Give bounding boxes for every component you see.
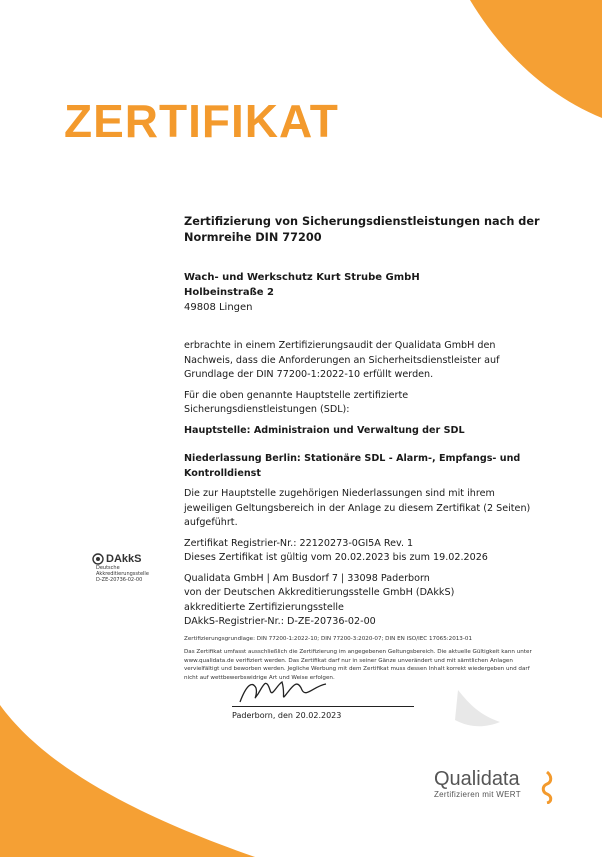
bottom-left-swoosh bbox=[0, 705, 255, 857]
signature bbox=[236, 672, 336, 706]
register-number: Zertifikat Registrier-Nr.: 22120273-0GI5A Rev. 1 bbox=[184, 537, 414, 549]
dakks-emblem-icon bbox=[92, 553, 104, 565]
signature-line bbox=[232, 706, 414, 707]
accreditation-line-2: akkreditierte Zertifizierungsstelle bbox=[184, 601, 344, 613]
issuer-address: Qualidata GmbH | Am Busdorf 7 | 33098 Paderborn bbox=[184, 572, 430, 584]
branch-berlin: Niederlassung Berlin: Stationäre SDL - Alarm-, Empfangs- und Kontrolldienst bbox=[184, 453, 521, 479]
audit-paragraph: erbrachte in einem Zertifizierungsaudit der Qualidata GmbH den Nachweis, dass die Anforderungen an Sicherheitsdienstleister auf Grundlage der DIN 77200-1:2022-10 erfüllt werden. bbox=[184, 340, 500, 380]
dakks-subtitle-1: Deutsche bbox=[96, 565, 120, 571]
company-street: Holbeinstraße 2 bbox=[184, 287, 274, 298]
certificate-heading: Zertifizierung von Sicherungsdienstleistungen nach der Normreihe DIN 77200 bbox=[184, 215, 540, 244]
main-office: Hauptstelle: Administraion und Verwaltung der SDL bbox=[184, 424, 465, 436]
qualidata-name: Qualidata bbox=[434, 768, 520, 790]
dakks-logo-text: DAkkS bbox=[106, 553, 142, 565]
qualidata-logo bbox=[434, 768, 521, 799]
company-name: Wach- und Werkschutz Kurt Strube GmbH bbox=[184, 272, 420, 283]
company-address bbox=[184, 270, 544, 315]
qualidata-emblem-icon bbox=[538, 770, 556, 804]
qualidata-tagline: Zertifizieren mit WERT bbox=[434, 790, 521, 799]
dakks-subtitle-2: Akkreditierungsstelle bbox=[96, 571, 149, 577]
dakks-register: DAkkS-Registrier-Nr.: D-ZE-20736-02-00 bbox=[184, 616, 376, 627]
signature-caption: Paderborn, den 20.02.2023 bbox=[232, 711, 342, 720]
company-city: 49808 Lingen bbox=[184, 302, 253, 313]
validity: Dieses Zertifikat ist gültig vom 20.02.2023 bis zum 19.02.2026 bbox=[184, 552, 488, 563]
disclaimer: Das Zertifikat umfasst ausschließlich die Zertifizierung im angegebenen Geltungsbereich. Die aktuelle Gültigkeit kann unter www.qualidata.de verifiziert werden. Das Zertifikat darf nur in seiner Gänze unverändert und mit sämtlichen Anlagen vervielfältigt und beworben werden. Jegliche Werbung mit dem Zertifikat muss dessen Inhalt korrekt wiedergeben und darf nicht auf wettbewerbswidrige Art und Weise erfolgen. bbox=[184, 649, 532, 681]
dakks-subtitle-3: D-ZE-20736-02-00 bbox=[96, 577, 143, 583]
stamp-watermark bbox=[455, 690, 500, 726]
certificate-title: ZERTIFIKAT bbox=[64, 95, 339, 147]
top-right-swoosh bbox=[470, 0, 602, 118]
scope-intro: Für die oben genannte Hauptstelle zertifizierte Sicherungsdienstleistungen (SDL): bbox=[184, 389, 409, 415]
branches-paragraph: Die zur Hauptstelle zugehörigen Niederlassungen sind mit ihrem jeweiligen Geltungsbereich in der Anlage zu diesem Zertifikat (2 Seiten) aufgeführt. bbox=[184, 488, 531, 528]
certification-basis: Zertifizierungsgrundlage: DIN 77200-1:2022-10; DIN 77200-3:2020-07; DIN EN ISO/IEC 17065:2013-01 bbox=[184, 635, 473, 642]
dakks-logo bbox=[92, 553, 162, 583]
certificate-body bbox=[184, 339, 544, 682]
accreditation-line-1: von der Deutschen Akkreditierungsstelle GmbH (DAkkS) bbox=[184, 587, 455, 598]
